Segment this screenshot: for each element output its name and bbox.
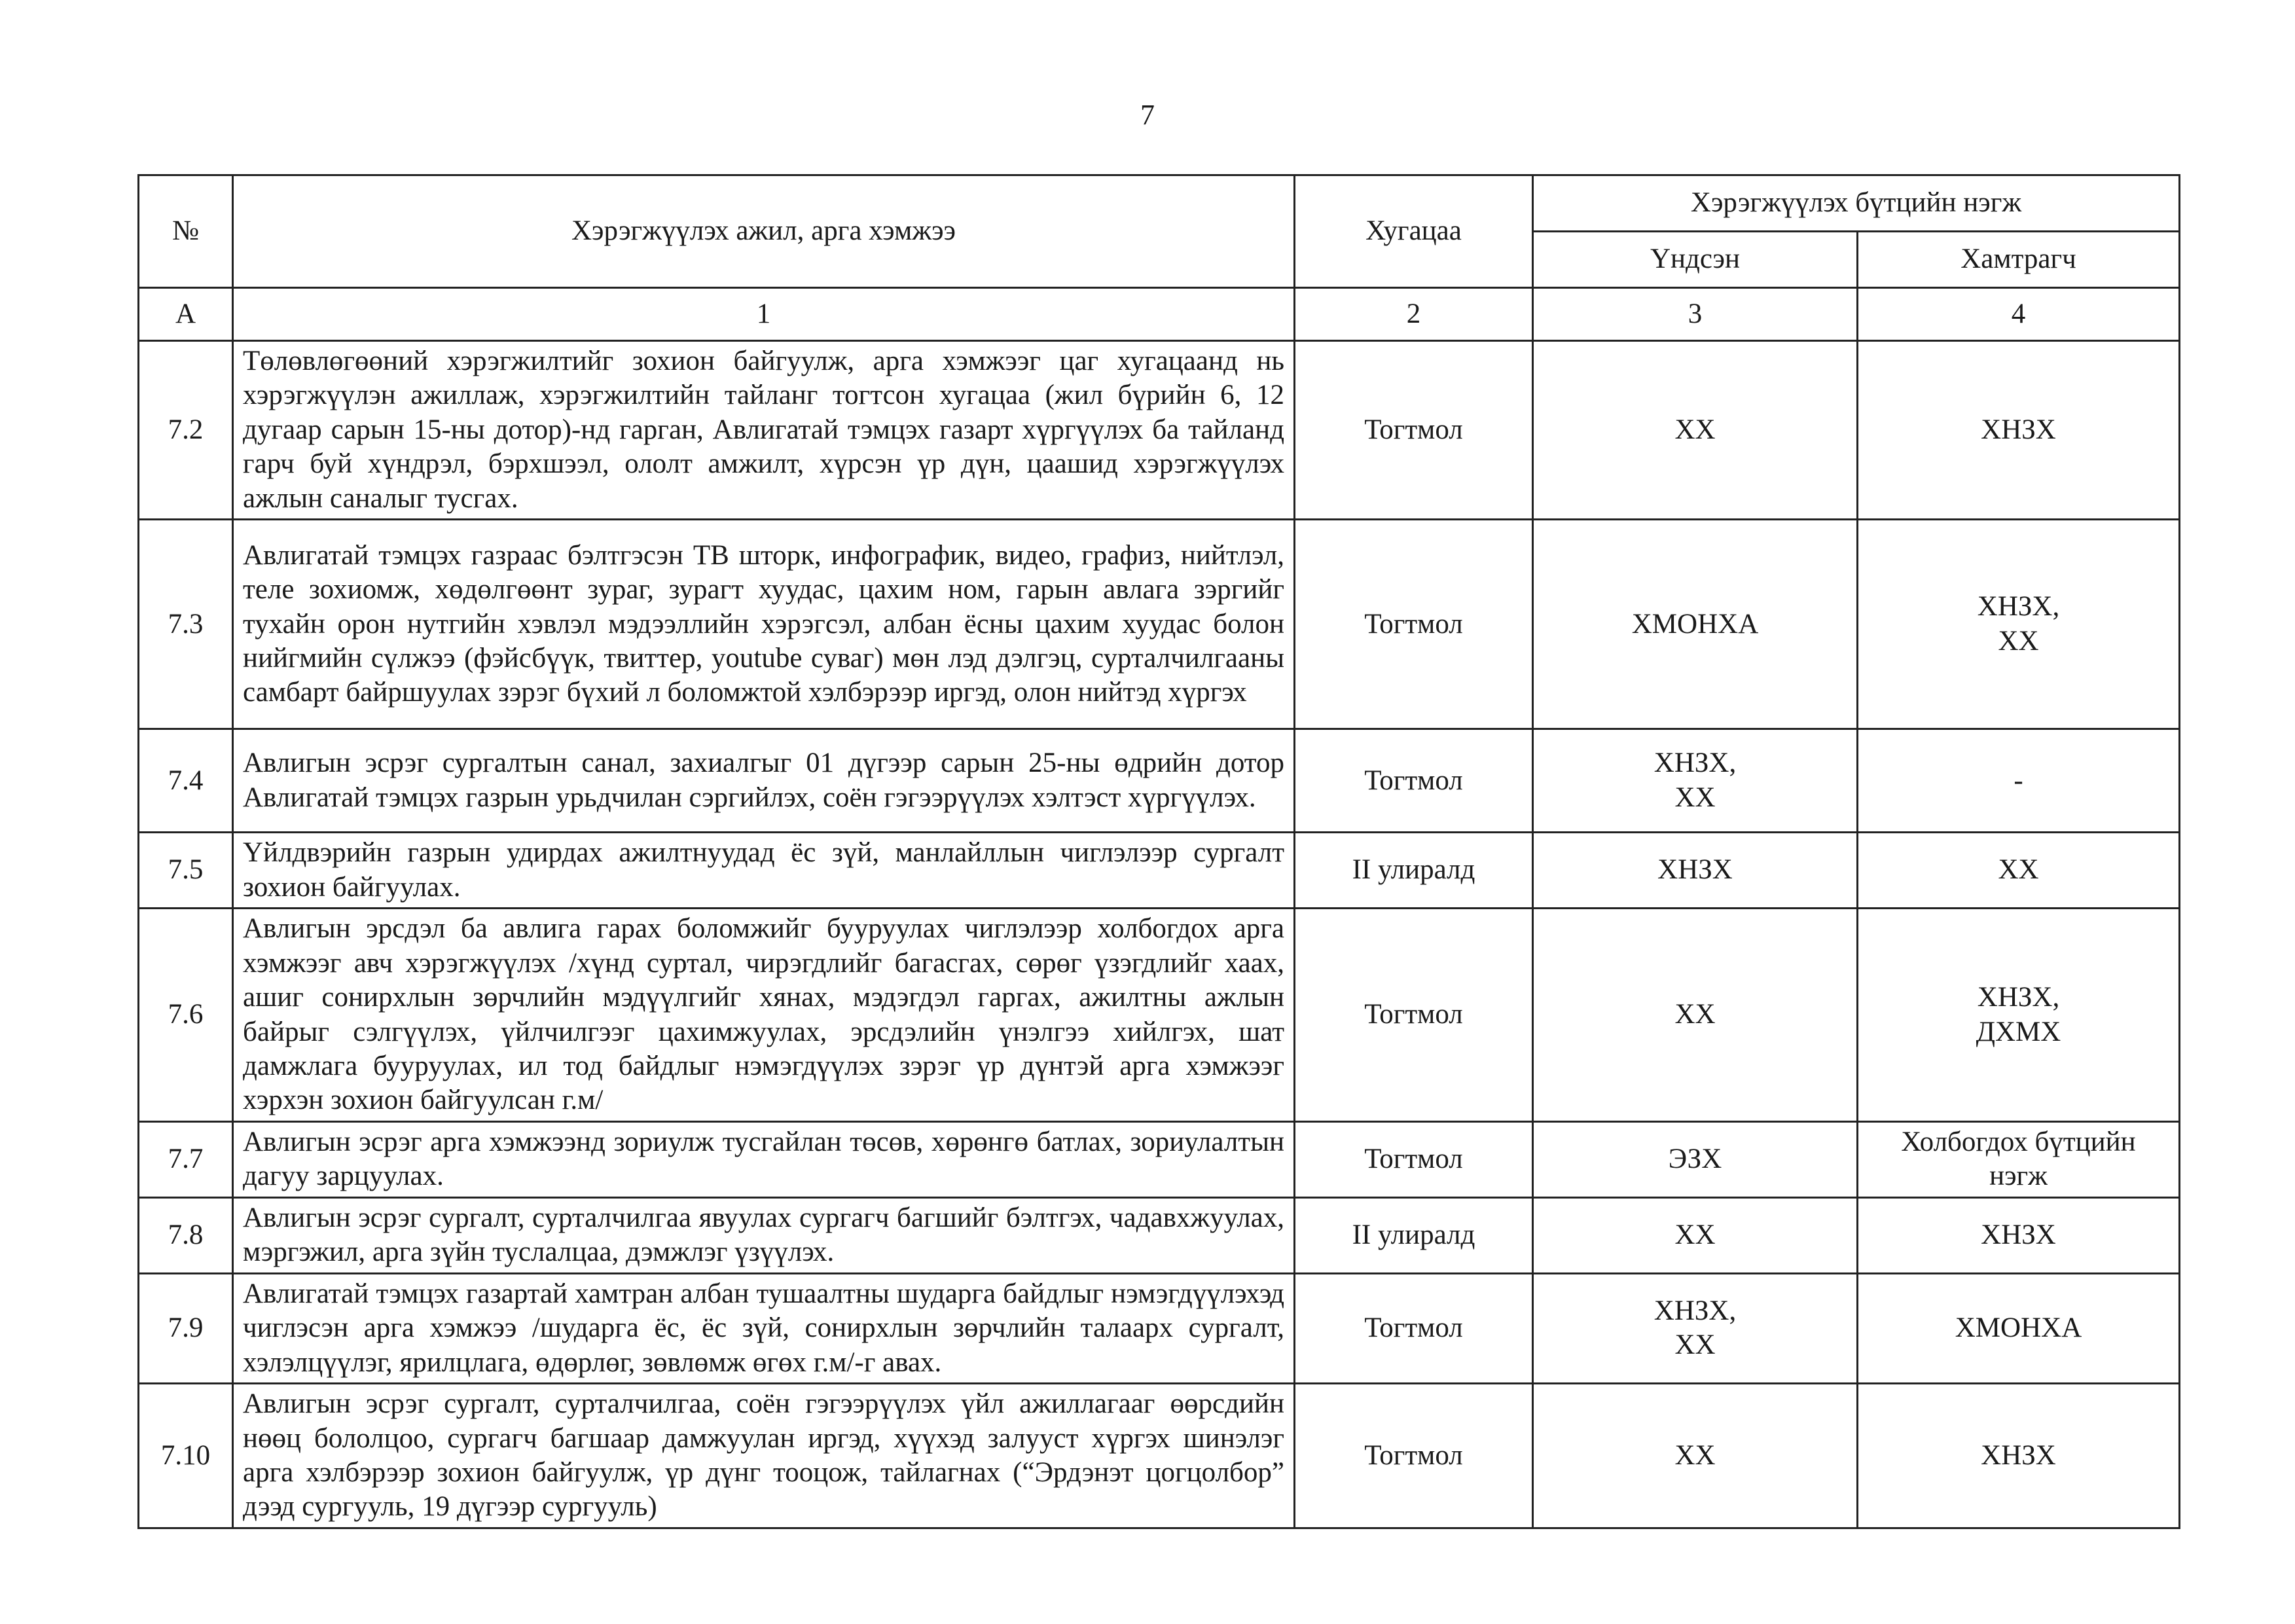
- row-partner-unit: ХНЗХ, ХХ: [1858, 520, 2180, 729]
- row-main-unit: ХМОНХА: [1533, 520, 1858, 729]
- table-row: [139, 1197, 2180, 1273]
- row-number: 7.2: [139, 341, 233, 520]
- table-row: [139, 833, 2180, 909]
- row-deadline: Тогтмол: [1295, 341, 1533, 520]
- page-number: 7: [1140, 99, 1155, 131]
- header-row: [139, 175, 2180, 232]
- row-deadline: Тогтмол: [1295, 729, 1533, 833]
- row-number: 7.9: [139, 1273, 233, 1383]
- row-partner-unit: ХНЗХ: [1858, 1384, 2180, 1528]
- table-row: [139, 520, 2180, 729]
- index-cell: 4: [1858, 288, 2180, 341]
- row-partner-unit: ХХ: [1858, 833, 2180, 909]
- row-task: Үйлдвэрийн газрын удирдах ажилтнуудад ёс зүй, манлайллын чиглэлээр сургалт зохион байгуулах.: [233, 833, 1295, 909]
- row-main-unit: ХХ: [1533, 909, 1858, 1122]
- index-cell: А: [139, 288, 233, 341]
- row-partner-unit: ХНЗХ, ДХМХ: [1858, 909, 2180, 1122]
- row-deadline: Тогтмол: [1295, 1384, 1533, 1528]
- row-partner-unit: ХМОНХА: [1858, 1273, 2180, 1383]
- row-deadline: Тогтмол: [1295, 520, 1533, 729]
- table-row: [139, 341, 2180, 520]
- row-number: 7.3: [139, 520, 233, 729]
- row-main-unit: ХХ: [1533, 341, 1858, 520]
- table-row: [139, 1384, 2180, 1528]
- row-number: 7.4: [139, 729, 233, 833]
- table-row: [139, 909, 2180, 1122]
- index-cell: 2: [1295, 288, 1533, 341]
- index-row: [139, 288, 2180, 341]
- row-main-unit: ХНЗХ, ХХ: [1533, 1273, 1858, 1383]
- row-main-unit: ХНЗХ: [1533, 833, 1858, 909]
- row-number: 7.5: [139, 833, 233, 909]
- row-partner-unit: ХНЗХ: [1858, 341, 2180, 520]
- row-deadline: Тогтмол: [1295, 1273, 1533, 1383]
- row-deadline: II улиралд: [1295, 833, 1533, 909]
- row-task: Авлигын эсрэг сургалтын санал, захиалгыг 01 дүгээр сарын 25-ны өдрийн дотор Авлигатай тэмцэх газрын урьдчилан сэргийлэх, соён гэгээрүүлэх хэлтэст хүргүүлэх.: [233, 729, 1295, 833]
- header-partner-unit: Хамтрагч: [1858, 232, 2180, 288]
- row-task: Авлигын эсрэг сургалт, сурталчилгаа явуулах сургагч багшийг бэлтгэх, чадавхжуулах, мэргэжил, арга зүйн туслалцаа, дэмжлэг үзүүлэх.: [233, 1197, 1295, 1273]
- row-partner-unit: ХНЗХ: [1858, 1197, 2180, 1273]
- index-cell: 3: [1533, 288, 1858, 341]
- table-row: [139, 729, 2180, 833]
- row-number: 7.10: [139, 1384, 233, 1528]
- row-task: Авлигын эсрэг арга хэмжээнд зориулж тусгайлан төсөв, хөрөнгө батлах, зориулалтын дагуу зарцуулах.: [233, 1121, 1295, 1197]
- header-no: №: [139, 175, 233, 288]
- header-main-unit: Үндсэн: [1533, 232, 1858, 288]
- table-row: [139, 1121, 2180, 1197]
- header-unit-group: Хэрэгжүүлэх бүтцийн нэгж: [1533, 175, 2180, 232]
- row-task: Төлөвлөгөөний хэрэгжилтийг зохион байгуулж, арга хэмжээг цаг хугацаанд нь хэрэгжүүлэн ажиллаж, хэрэгжилтийн тайланг тогтсон хугацаа (жил бүрийн 6, 12 дугаар сарын 15-ны дотор)-нд гарган, Авлигатай тэмцэх газарт хүргүүлэх ба тайланд гарч буй хүндрэл, бэрхшээл, ололт амжилт, хүрсэн үр дүн, цаашид хэрэгжүүлэх ажлын саналыг тусгах.: [233, 341, 1295, 520]
- action-plan-table: [137, 174, 2180, 1529]
- row-partner-unit: -: [1858, 729, 2180, 833]
- row-main-unit: ЭЗХ: [1533, 1121, 1858, 1197]
- row-task: Авлигатай тэмцэх газраас бэлтгэсэн ТВ шторк, инфографик, видео, графиз, нийтлэл, теле зохиомж, хөдөлгөөнт зураг, зурагт хуудас, цахим ном, гарын авлага зэргийг тухайн орон нутгийн хэвлэл мэдээллийн хэрэгсэл, албан ёсны цахим хуудас болон нийгмийн сүлжээ (фэйсбүүк, твиттер, youtube суваг) мөн лэд дэлгэц, сурталчилгааны самбарт байршуулах зэрэг бүхий л боломжтой хэлбэрээр иргэд, олон нийтэд хүргэх: [233, 520, 1295, 729]
- row-task: Авлигатай тэмцэх газартай хамтран албан тушаалтны шударга байдлыг нэмэгдүүлэхэд чиглэсэн арга хэмжээ /шударга ёс, ёс зүй, сонирхлын зөрчлийн талаарх сургалт, хэлэлцүүлэг, ярилцлага, өдөрлөг, зөвлөмж өгөх г.м/-г авах.: [233, 1273, 1295, 1383]
- table-row: [139, 1273, 2180, 1383]
- header-task: Хэрэгжүүлэх ажил, арга хэмжээ: [233, 175, 1295, 288]
- row-task: Авлигын эсрэг сургалт, сурталчилгаа, соён гэгээрүүлэх үйл ажиллагааг өөрсдийн нөөц бололцоо, сургагч багшаар дамжуулан иргэд, хүүхэд залууст хүргэх шинэлэг арга хэлбэрээр зохион байгуулж, үр дүнг тооцож, тайлагнах (“Эрдэнэт цогцолбор” дээд сургууль, 19 дүгээр сургууль): [233, 1384, 1295, 1528]
- row-deadline: Тогтмол: [1295, 1121, 1533, 1197]
- row-main-unit: ХХ: [1533, 1384, 1858, 1528]
- index-cell: 1: [233, 288, 1295, 341]
- header-deadline: Хугацаа: [1295, 175, 1533, 288]
- row-main-unit: ХХ: [1533, 1197, 1858, 1273]
- row-partner-unit: Холбогдох бүтцийн нэгж: [1858, 1121, 2180, 1197]
- row-number: 7.6: [139, 909, 233, 1122]
- row-number: 7.7: [139, 1121, 233, 1197]
- row-deadline: Тогтмол: [1295, 909, 1533, 1122]
- row-number: 7.8: [139, 1197, 233, 1273]
- row-main-unit: ХНЗХ, ХХ: [1533, 729, 1858, 833]
- row-task: Авлигын эрсдэл ба авлига гарах боломжийг бууруулах чиглэлээр холбогдох арга хэмжээг авч хэрэгжүүлэх /хүнд суртал, чирэгдлийг багасгах, сөрөг үзэгдлийг хаах, ашиг сонирхлын зөрчлийн мэдүүлгийг хянах, мэдэгдэл гаргах, ажилтны ажлын байрыг сэлгүүлэх, үйлчилгээг цахимжуулах, эрсдэлийн үнэлгээ хийлгэх, шат дамжлага бууруулах, ил тод байдлыг нэмэгдүүлэх зэрэг үр дүнтэй арга хэмжээг хэрхэн зохион байгуулсан г.м/: [233, 909, 1295, 1122]
- row-deadline: II улиралд: [1295, 1197, 1533, 1273]
